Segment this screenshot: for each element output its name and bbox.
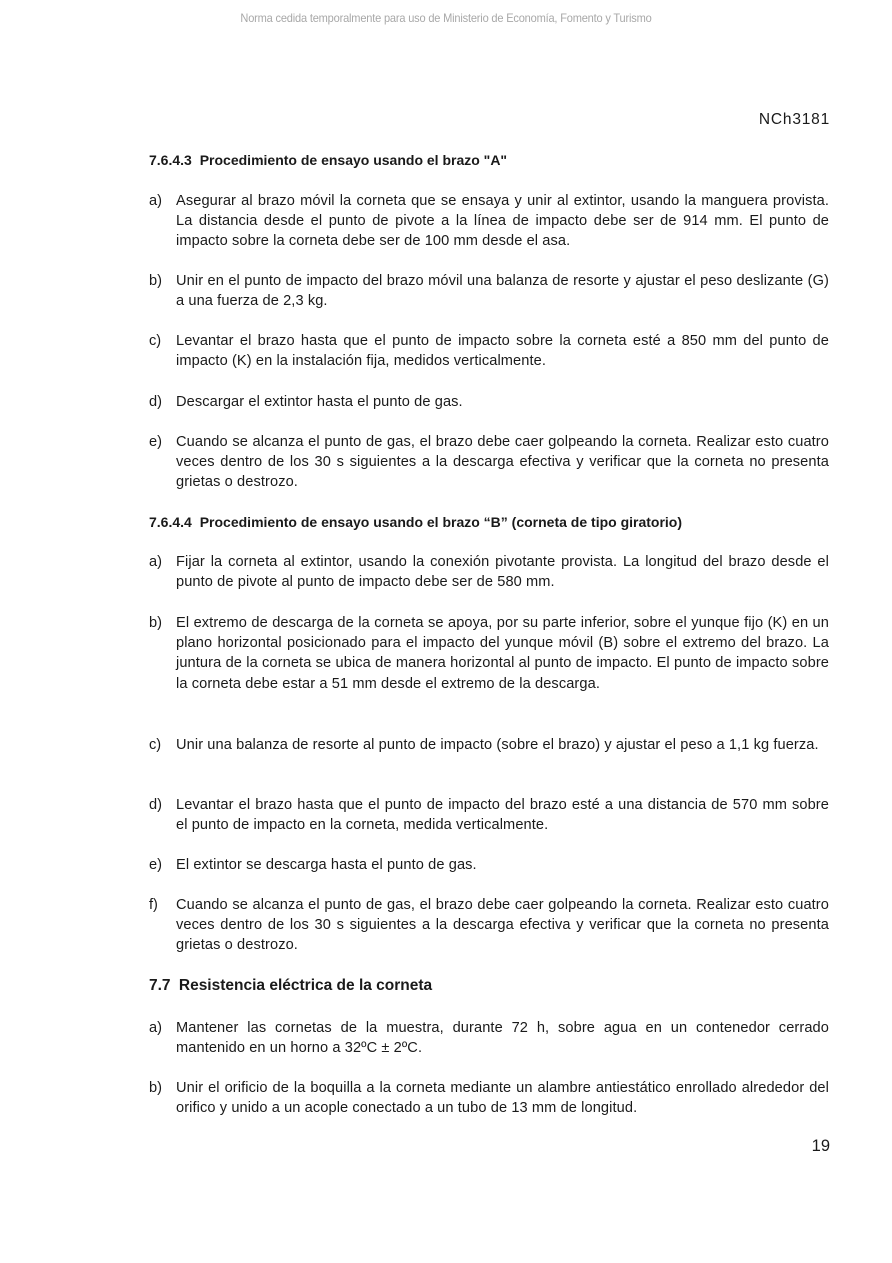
- item-text: Unir en el punto de impacto del brazo móvil una balanza de resorte y ajustar el peso deslizante (G) a una fuerza de 2,3 kg.: [176, 273, 829, 310]
- item-text: Asegurar al brazo móvil la corneta que se ensaya y unir al extintor, usando la manguera provista. La distancia desde el punto de pivote a la línea de impacto debe ser de 914 mm. El punto de impacto sobre la corneta debe ser de 100 mm desde el asa.: [176, 193, 829, 250]
- list-item: [149, 331, 829, 371]
- list-item: [149, 191, 829, 252]
- item-label: c): [149, 737, 162, 753]
- item-label: b): [149, 615, 162, 631]
- list-item: [149, 1018, 829, 1058]
- list-item: [149, 795, 829, 835]
- item-label: b): [149, 273, 162, 289]
- item-text: Descargar el extintor hasta el punto de gas.: [176, 394, 463, 410]
- section-title: Procedimiento de ensayo usando el brazo "A": [199, 152, 508, 168]
- item-text: Levantar el brazo hasta que el punto de impacto sobre la corneta esté a 850 mm del punto de impacto (K) en la instalación fija, medidos verticalmente.: [176, 333, 829, 370]
- section-heading: [149, 976, 829, 996]
- list-item: [149, 895, 829, 956]
- list-item: [149, 432, 829, 493]
- list-item: [149, 855, 829, 875]
- item-text: El extintor se descarga hasta el punto de gas.: [176, 857, 477, 873]
- item-text: Cuando se alcanza el punto de gas, el brazo debe caer golpeando la corneta. Realizar esto cuatro veces dentro de los 30 s siguientes a la descarga efectiva y verificar que la corneta no presenta grietas o destrozo.: [176, 434, 829, 491]
- section-7-6-4-4: [149, 512, 829, 532]
- item-label: a): [149, 554, 162, 570]
- section-title: Procedimiento de ensayo usando el brazo “B” (corneta de tipo giratorio): [199, 514, 683, 530]
- item-label: c): [149, 333, 162, 349]
- document-id: NCh3181: [758, 111, 830, 128]
- item-label: b): [149, 1080, 162, 1096]
- list-item: [149, 392, 829, 412]
- item-label: d): [149, 797, 162, 813]
- section-heading: [149, 512, 829, 532]
- item-text: El extremo de descarga de la corneta se apoya, por su parte inferior, sobre el yunque fijo (K) en un plano horizontal posicionado para el impacto del yunque móvil (B) sobre el extremo del brazo. La juntura de la corneta se ubica de manera horizontal al punto de impacto. El punto de impacto sobre la corneta debe estar a 51 mm desde el extremo de la descarga.: [176, 615, 829, 692]
- item-text: Mantener las cornetas de la muestra, durante 72 h, sobre agua en un contenedor cerrado mantenido en un horno a 32ºC ± 2ºC.: [176, 1020, 829, 1057]
- item-label: d): [149, 394, 162, 410]
- section-title: Resistencia eléctrica de la corneta: [178, 977, 433, 994]
- item-label: e): [149, 857, 162, 873]
- item-label: a): [149, 1020, 162, 1036]
- item-text: Unir el orificio de la boquilla a la corneta mediante un alambre antiestático enrollado alrededor del orifico y unido a un acople conectado a un tubo de 13 mm de longitud.: [176, 1080, 829, 1117]
- section-number: 7.6.4.3: [149, 152, 192, 168]
- section-7-7: [149, 976, 829, 996]
- page-number: 19: [811, 1137, 830, 1155]
- section-7-6-4-3: [149, 150, 829, 170]
- item-text: Cuando se alcanza el punto de gas, el brazo debe caer golpeando la corneta. Realizar esto cuatro veces dentro de los 30 s siguientes a la descarga efectiva y verificar que la corneta no presenta grietas o destrozo.: [176, 897, 829, 954]
- item-label: a): [149, 193, 162, 209]
- item-label: e): [149, 434, 162, 450]
- item-text: Unir una balanza de resorte al punto de impacto (sobre el brazo) y ajustar el peso a 1,1 kg fuerza.: [176, 737, 819, 753]
- item-label: f): [149, 897, 158, 913]
- list-item: [149, 735, 829, 755]
- list-item: [149, 271, 829, 311]
- list-item: [149, 613, 829, 694]
- item-text: Levantar el brazo hasta que el punto de impacto del brazo esté a una distancia de 570 mm sobre el punto de impacto en la corneta, medida verticalmente.: [176, 797, 829, 834]
- watermark: Norma cedida temporalmente para uso de Ministerio de Economía, Fomento y Turismo: [240, 11, 652, 25]
- section-heading: [149, 150, 829, 170]
- item-text: Fijar la corneta al extintor, usando la conexión pivotante provista. La longitud del brazo desde el punto de pivote al punto de impacto debe ser de 580 mm.: [176, 554, 829, 591]
- section-number: 7.6.4.4: [149, 514, 192, 530]
- list-item: [149, 1078, 829, 1118]
- list-item: [149, 552, 829, 592]
- section-number: 7.7: [149, 977, 171, 994]
